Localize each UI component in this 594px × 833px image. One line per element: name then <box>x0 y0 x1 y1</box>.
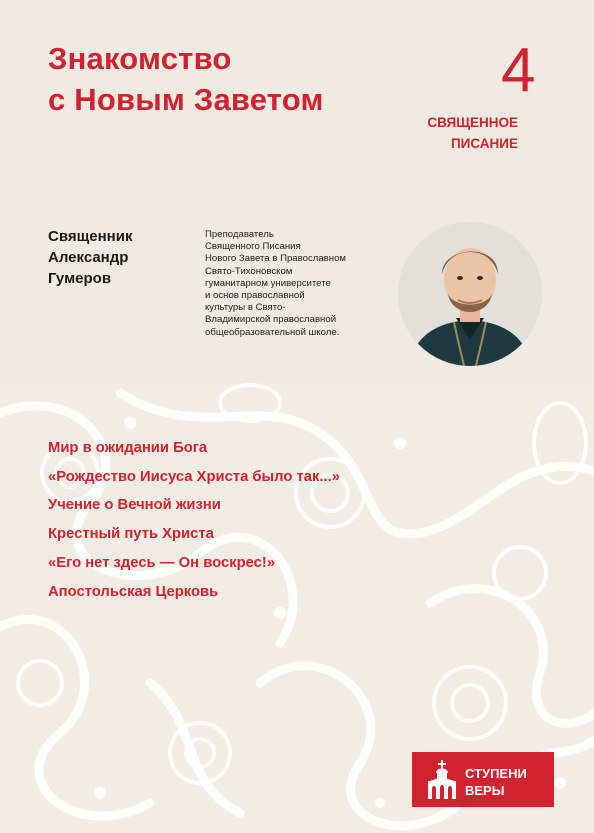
author-line-2: Александр <box>48 249 129 266</box>
toc-item: Учение о Вечной жизни <box>48 497 221 514</box>
series-name <box>465 765 527 799</box>
series-name-line-2: ВЕРЫ <box>465 783 505 798</box>
author-line-3: Гумеров <box>48 270 112 287</box>
volume-label-line-2: ПИСАНИЕ <box>450 136 518 151</box>
toc-item: Мир в ожидании Бога <box>48 440 208 456</box>
table-of-contents <box>48 434 340 606</box>
bio-line: общеобразовательной школе. <box>205 326 340 338</box>
volume-number: 4 <box>501 36 536 105</box>
toc-item: Апостольская Церковь <box>48 583 219 600</box>
church-icon <box>422 757 462 803</box>
volume-label <box>427 112 518 154</box>
toc-item: «Его нет здесь — Он воскрес!» <box>48 554 276 571</box>
bio-line: Преподаватель <box>205 229 274 240</box>
bio-line: Владимирской православной <box>205 314 337 326</box>
bio-line: Священного Писания <box>205 241 301 253</box>
title-line-1: Знакомство <box>48 41 232 76</box>
title-line-2: с Новым Заветом <box>48 82 324 117</box>
series-logo <box>412 752 554 807</box>
volume-label-line-1: СВЯЩЕННОЕ <box>427 115 518 130</box>
author-name <box>48 226 132 289</box>
bio-line: Свято-Тихоновском <box>205 265 293 277</box>
author-line-1: Священник <box>48 228 133 245</box>
series-name-line-1: СТУПЕНИ <box>465 766 527 781</box>
author-bio <box>205 229 395 339</box>
bio-line: и основ православной <box>205 290 305 302</box>
bio-line: Нового Завета в Православном <box>205 253 347 265</box>
author-photo <box>398 222 542 366</box>
book-title <box>48 38 324 120</box>
bio-line: гуманитарном университете <box>205 277 331 289</box>
toc-item: «Рождество Иисуса Христа было так...» <box>48 468 340 485</box>
toc-item: Крестный путь Христа <box>48 526 214 543</box>
bio-line: культуры в Свято- <box>205 302 286 314</box>
